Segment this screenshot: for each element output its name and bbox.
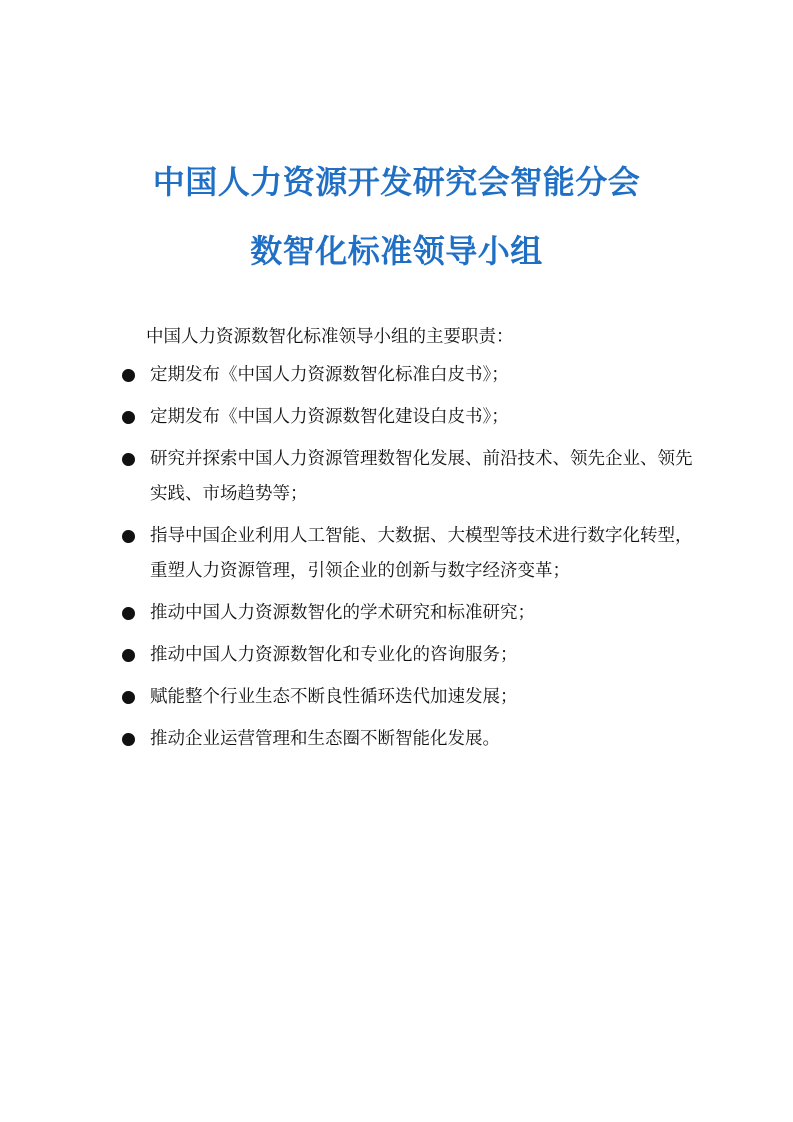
- bullet-icon: [122, 369, 135, 382]
- duty-text: 推动企业运营管理和生态圈不断智能化发展。: [150, 729, 500, 749]
- duty-item: [120, 519, 700, 589]
- bullet-icon: [122, 607, 135, 620]
- duty-item: [120, 358, 700, 393]
- bullet-icon: [122, 453, 135, 466]
- duties-intro-text: 中国人力资源数智化标准领导小组的主要职责：: [146, 327, 514, 347]
- bullet-icon: [122, 530, 135, 543]
- bullet-icon: [122, 649, 135, 662]
- duty-item: [120, 680, 700, 715]
- duty-text: 研究并探索中国人力资源管理数智化发展、前沿技术、领先企业、领先实践、市场趋势等；: [150, 449, 693, 504]
- bullet-icon: [122, 733, 135, 746]
- duty-text: 赋能整个行业生态不断良性循环迭代加速发展；: [150, 687, 518, 707]
- duties-list: [120, 358, 700, 764]
- bullet-icon: [122, 691, 135, 704]
- duty-item: [120, 596, 700, 631]
- duty-text: 定期发布《中国人力资源数智化标准白皮书》；: [150, 365, 509, 385]
- duty-item: [120, 400, 700, 435]
- duty-item: [120, 442, 700, 512]
- bullet-icon: [122, 411, 135, 424]
- duty-text: 定期发布《中国人力资源数智化建设白皮书》；: [150, 407, 509, 427]
- duty-text: 推动中国人力资源数智化的学术研究和标准研究；: [150, 603, 535, 623]
- document-title-line-1: 中国人力资源开发研究会智能分会: [152, 163, 641, 201]
- duty-item: [120, 638, 700, 673]
- duty-text: 推动中国人力资源数智化和专业化的咨询服务；: [150, 645, 518, 665]
- duty-text: 指导中国企业利用人工智能、大数据、大模型等技术进行数字化转型，重塑人力资源管理，引领企业的创新与数字经济变革；: [150, 526, 693, 581]
- duty-item: [120, 722, 700, 757]
- document-title-line-2: 数智化标准领导小组: [250, 232, 543, 270]
